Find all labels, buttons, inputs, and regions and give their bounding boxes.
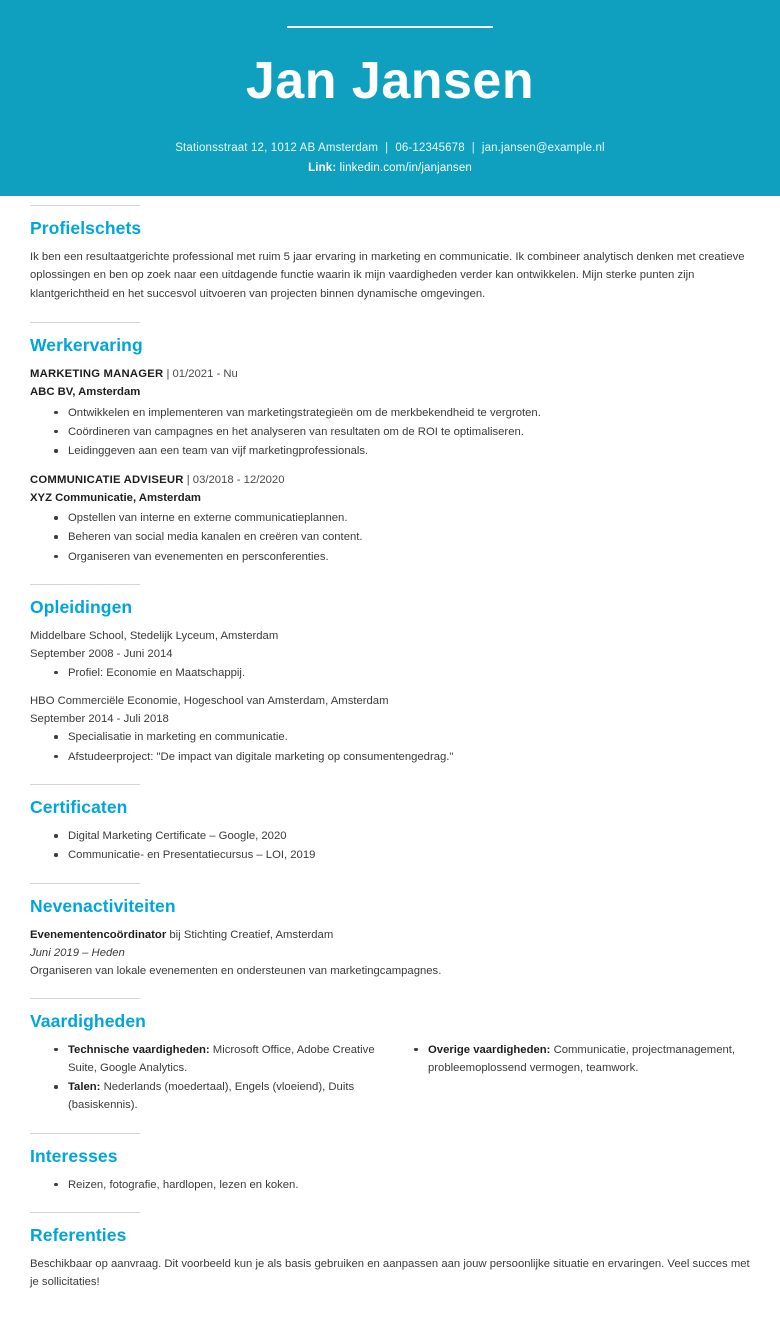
section-title-interests: Interesses	[30, 1145, 118, 1166]
certificates-list	[30, 827, 750, 865]
linkedin-line	[40, 162, 740, 174]
extracurricular-role: Evenementencoördinator	[30, 928, 167, 941]
education-period: September 2014 - Juli 2018	[30, 713, 169, 726]
education-institution: HBO Commerciële Economie, Hogeschool van Amsterdam, Amsterdam	[30, 694, 389, 707]
section-references	[30, 1195, 750, 1292]
section-divider	[30, 322, 140, 323]
skill-value: Communicatie, projectmanagement, probleemoplossend vermogen, teamwork.	[428, 1043, 736, 1074]
extracurricular-period: Juni 2019 – Heden	[30, 946, 125, 959]
skills-columns	[30, 1041, 750, 1116]
list-item: Profiel: Economie en Maatschappij.	[54, 664, 750, 682]
contact-separator-2: |	[471, 141, 475, 154]
list-item	[54, 1078, 390, 1115]
education-institution: Middelbare School, Stedelijk Lyceum, Amsterdam	[30, 630, 279, 642]
section-title-education: Opleidingen	[30, 597, 133, 617]
interests-list	[30, 1176, 750, 1194]
section-divider	[30, 584, 140, 585]
experience-entry	[30, 471, 750, 566]
section-title-skills: Vaardigheden	[30, 1010, 146, 1031]
job-company: XYZ Communicatie, Amsterdam	[30, 491, 201, 504]
contact-address: Stationsstraat 12, 1012 AB Amsterdam	[175, 141, 379, 154]
job-bullet-list	[30, 404, 750, 461]
skill-value: Nederlands (moedertaal), Engels (vloeiend), Duits (basiskennis).	[68, 1081, 355, 1112]
contact-line	[40, 139, 740, 159]
page-title: Jan Jansen	[245, 52, 535, 110]
skills-column-left	[30, 1041, 390, 1116]
list-item: Beheren van social media kanalen en creëren van content.	[54, 528, 750, 546]
list-item: Opstellen van interne en externe communicatieplannen.	[54, 509, 750, 527]
job-company: ABC BV, Amsterdam	[30, 386, 141, 399]
skill-label: Technische vaardigheden:	[68, 1043, 210, 1056]
cv-header-banner	[0, 0, 780, 196]
education-period: September 2008 - Juni 2014	[30, 648, 173, 661]
contact-phone: 06-12345678	[395, 141, 465, 154]
list-item: Communicatie- en Presentatiecursus – LOI, 2019	[54, 846, 750, 864]
skills-list-right	[390, 1041, 750, 1078]
cv-body	[0, 205, 780, 1334]
skill-label: Overige vaardigheden:	[428, 1043, 551, 1056]
contact-email[interactable]: jan.jansen@example.nl	[481, 141, 605, 154]
section-title-experience: Werkervaring	[30, 335, 143, 356]
section-divider	[30, 1133, 140, 1134]
job-title-line	[30, 471, 750, 489]
list-item	[414, 1041, 750, 1078]
list-item: Organiseren van evenementen en persconferenties.	[54, 548, 750, 566]
section-title-extracurricular: Nevenactiviteiten	[30, 895, 176, 916]
section-divider	[30, 1212, 140, 1213]
profile-text: Ik ben een resultaatgerichte professional met ruim 5 jaar ervaring in marketing en communicatie. Ik combineer analytisch denken met creatieve oplossingen en ben op zoek naar een uitdagende functie waarin ik mijn vaardigheden verder kan ontwikkelen. Mijn sterke punten zijn klantgerichtheid en het succesvol uitvoeren van projecten binnen dynamische omgevingen.	[30, 251, 745, 300]
section-education	[30, 567, 750, 766]
skill-label: Talen:	[68, 1081, 101, 1094]
job-bullet-list	[30, 509, 750, 566]
education-entry	[30, 692, 750, 766]
list-item: Leidinggeven aan een team van vijf marketingprofessionals.	[54, 442, 750, 460]
link-label: Link:	[308, 162, 337, 175]
section-divider	[30, 883, 140, 884]
list-item: Specialisatie in marketing en communicatie.	[54, 728, 750, 746]
section-divider	[30, 784, 140, 785]
section-certificates	[30, 767, 750, 865]
list-item	[54, 1041, 390, 1078]
list-item: Ontwikkelen en implementeren van marketingstrategieën om de merkbekendheid te vergroten.	[54, 404, 750, 422]
section-title-profile: Profielschets	[30, 218, 142, 239]
list-item: Afstudeerproject: "De impact van digitale marketing op consumentengedrag."	[54, 748, 750, 766]
extracurricular-role-line	[30, 926, 750, 944]
education-entry	[30, 627, 750, 682]
extracurricular-description: Organiseren van lokale evenementen en ondersteunen van marketingcampagnes.	[30, 965, 442, 978]
job-period: | 03/2018 - 12/2020	[186, 473, 285, 486]
list-item: Coördineren van campagnes en het analyseren van resultaten om de ROI te optimaliseren.	[54, 423, 750, 441]
references-text: Beschikbaar op aanvraag. Dit voorbeeld kun je als basis gebruiken en aanpassen aan jouw persoonlijke situatie en ervaringen. Veel succes met je sollicitaties!	[30, 1258, 750, 1289]
section-divider	[30, 998, 140, 999]
job-period: | 01/2021 - Nu	[166, 368, 238, 381]
section-profile	[30, 205, 750, 303]
section-title-certificates: Certificaten	[30, 797, 128, 818]
skills-column-right	[390, 1041, 750, 1116]
education-bullet-list	[30, 664, 750, 682]
job-role: COMMUNICATIE ADVISEUR	[30, 473, 184, 486]
section-skills	[30, 981, 750, 1116]
section-interests	[30, 1116, 750, 1194]
skill-value: Microsoft Office, Adobe Creative Suite, Google Analytics.	[68, 1043, 375, 1074]
experience-entry	[30, 365, 750, 460]
section-experience	[30, 305, 750, 566]
list-item: Digital Marketing Certificate – Google, 2020	[54, 827, 750, 845]
education-bullet-list	[30, 728, 750, 766]
extracurricular-organisation: bij Stichting Creatief, Amsterdam	[166, 928, 334, 941]
job-title-line	[30, 365, 750, 383]
linkedin-url[interactable]: linkedin.com/in/janjansen	[339, 162, 472, 175]
section-title-references: Referenties	[30, 1225, 127, 1246]
section-extracurricular	[30, 866, 750, 981]
contact-separator-1: |	[385, 141, 389, 154]
section-divider	[30, 205, 140, 206]
header-decorative-rule	[287, 26, 493, 28]
job-role: MARKETING MANAGER	[30, 368, 164, 381]
list-item: Reizen, fotografie, hardlopen, lezen en koken.	[54, 1176, 750, 1194]
